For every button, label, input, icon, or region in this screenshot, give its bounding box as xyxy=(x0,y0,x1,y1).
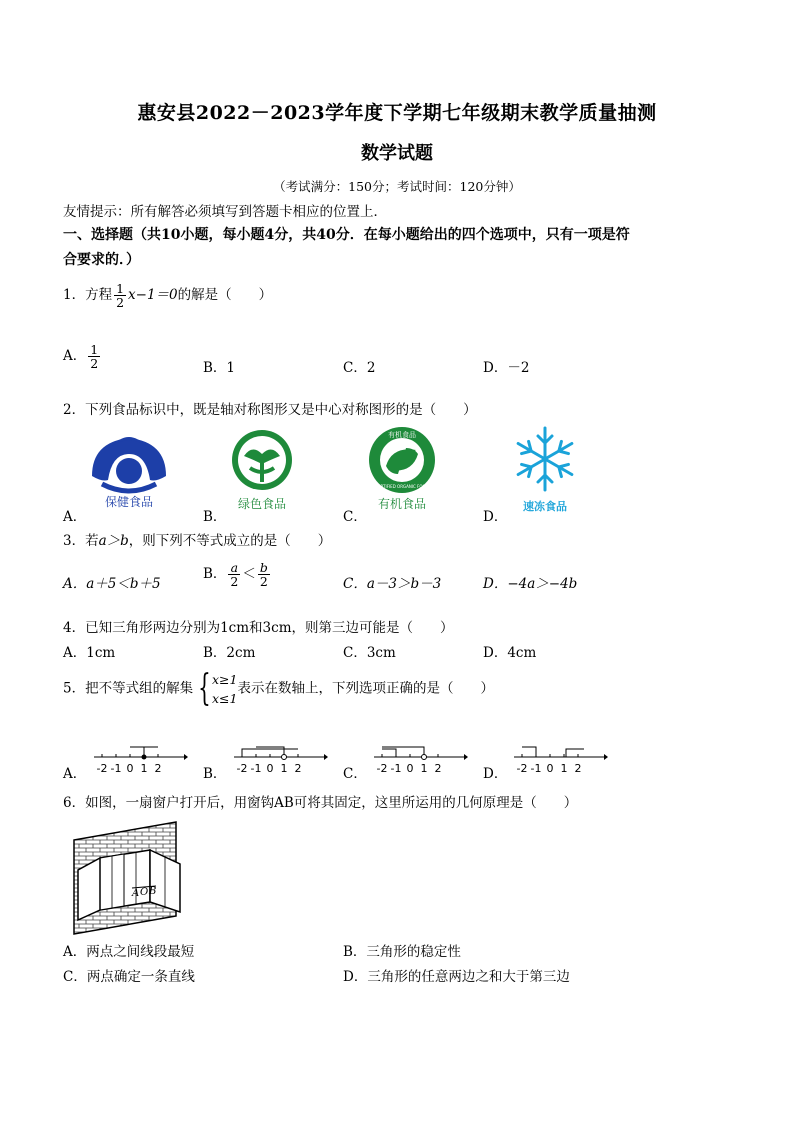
q4-option-b[interactable]: B．2cm xyxy=(203,645,256,661)
q4-option-d[interactable]: D．4cm xyxy=(483,645,537,661)
section-heading-line2: 合要求的．） xyxy=(63,252,140,268)
tick-label: -2 xyxy=(96,762,108,775)
q5-option-d[interactable]: D． xyxy=(483,766,508,782)
q6-option-d[interactable]: D．三角形的任意两边之和大于第三边 xyxy=(343,969,570,985)
tick-label: 2 xyxy=(154,762,162,775)
fig-label-o: O xyxy=(140,887,149,898)
solution-right xyxy=(144,747,158,757)
open-dot xyxy=(422,755,427,760)
green-food-logo xyxy=(222,426,302,516)
q5-option-b[interactable]: B． xyxy=(203,766,227,782)
tick-label: -1 xyxy=(530,762,542,775)
question-3: 3．若a＞b，则下列不等式成立的是（ ） xyxy=(63,533,332,549)
tick-label: 1 xyxy=(280,762,288,775)
q3-option-c[interactable]: C．a－3＞b－3 xyxy=(343,576,442,592)
q5-option-c[interactable]: C． xyxy=(343,766,367,782)
logo-d-text: 速冻食品 xyxy=(523,500,567,513)
q3-option-a[interactable]: A．a＋5＜b＋5 xyxy=(63,576,161,592)
frozen-food-logo xyxy=(505,424,585,516)
exam-info: （考试满分：150分；考试时间：120分钟） xyxy=(273,179,521,194)
fig-label-b: B xyxy=(149,886,157,897)
tick-label: 1 xyxy=(140,762,148,775)
logo-a-text: 保健食品 xyxy=(104,495,154,509)
q3-option-b[interactable]: B． $\frac{a}{2}$ ＜ $\frac{b}{2}$ xyxy=(203,560,268,590)
tick-label: 0 xyxy=(266,762,274,775)
logo-c-ring-text: CERTIFIED ORGANIC FOOD xyxy=(375,484,429,489)
tick-label: 0 xyxy=(546,762,554,775)
friendly-tip: 友情提示：所有解答必须填写到答题卡相应的位置上． xyxy=(63,204,387,220)
question-6: 6．如图，一扇窗户打开后，用窗钩AB可将其固定，这里所运用的几何原理是（ ） xyxy=(63,795,578,811)
tick-label: -2 xyxy=(236,762,248,775)
question-5: 5．把不等式组的解集 { x≥1 x≤1 表示在数轴上，下列选项正确的是（ ） xyxy=(63,668,494,709)
q6-option-a[interactable]: A．两点之间线段最短 xyxy=(63,944,195,960)
q1-option-d[interactable]: D．－2 xyxy=(483,360,530,376)
solution-left xyxy=(522,747,536,757)
tick-label: 2 xyxy=(294,762,302,775)
axis-arrow xyxy=(184,754,188,760)
q4-option-a[interactable]: A．1cm xyxy=(63,645,116,661)
tick-label: 2 xyxy=(574,762,582,775)
solution-right xyxy=(566,749,584,757)
tick-label: 2 xyxy=(434,762,442,775)
tick-label: -1 xyxy=(390,762,402,775)
page-subtitle: 数学试题 xyxy=(361,143,433,164)
number-line-d xyxy=(512,737,608,777)
axis-arrow xyxy=(604,754,608,760)
tick-label: -1 xyxy=(110,762,122,775)
solution-left-2 xyxy=(382,749,396,757)
tick-label: -2 xyxy=(516,762,528,775)
axis-arrow xyxy=(324,754,328,760)
q2-option-d[interactable]: D． xyxy=(483,509,508,525)
q6-option-c[interactable]: C．两点确定一条直线 xyxy=(63,969,195,985)
health-food-logo xyxy=(84,424,174,514)
tick-label: -1 xyxy=(250,762,262,775)
solution-left xyxy=(130,747,144,757)
open-dot xyxy=(282,755,287,760)
tick-label: 1 xyxy=(420,762,428,775)
tick-label: 0 xyxy=(126,762,134,775)
q5-option-a[interactable]: A． xyxy=(63,766,87,782)
logo-c-top-text: 有机食品 xyxy=(388,431,416,439)
number-line-c xyxy=(372,737,468,777)
logo-c-text: 有机食品 xyxy=(377,497,427,511)
inequality-system: x≥1 x≤1 xyxy=(212,672,238,706)
q1-option-c[interactable]: C．2 xyxy=(343,360,376,376)
q1-option-a[interactable]: A． $\frac{1}{2}$ xyxy=(63,342,99,372)
logo-b-text: 绿色食品 xyxy=(237,497,287,511)
page-title: 惠安县2022－2023学年度下学期七年级期末教学质量抽测 xyxy=(137,102,657,124)
number-line-b xyxy=(232,737,328,777)
q2-option-c[interactable]: C． xyxy=(343,509,367,525)
closed-dot xyxy=(142,755,147,760)
q2-option-a[interactable]: A． xyxy=(63,509,87,525)
tick-label: 1 xyxy=(560,762,568,775)
question-2: 2．下列食品标识中，既是轴对称图形又是中心对称图形的是（ ） xyxy=(63,402,477,418)
q6-option-b[interactable]: B．三角形的稳定性 xyxy=(343,944,461,960)
tick-label: 0 xyxy=(406,762,414,775)
q2-option-b[interactable]: B． xyxy=(203,509,227,525)
section-heading-line1: 一、选择题（共10小题，每小题4分，共40分．在每小题给出的四个选项中，只有一项是符 xyxy=(63,227,630,243)
question-1: 1．方程 $\frac{1}{2}$ x−1＝0的解是（ ） xyxy=(63,281,273,311)
organic-food-logo xyxy=(362,424,442,516)
q4-option-c[interactable]: C．3cm xyxy=(343,645,396,661)
axis-arrow xyxy=(464,754,468,760)
number-line-a xyxy=(92,737,188,777)
tick-label: -2 xyxy=(376,762,388,775)
window-figure xyxy=(72,820,184,936)
q1-fraction: $\frac{1}{2}$ xyxy=(116,281,125,311)
q3-option-d[interactable]: D．−4a＞−4b xyxy=(483,576,578,592)
q1-option-b[interactable]: B．1 xyxy=(203,360,236,376)
question-4: 4．已知三角形两边分别为1cm和3cm，则第三边可能是（ ） xyxy=(63,620,454,636)
fig-label-a: A xyxy=(132,888,140,899)
